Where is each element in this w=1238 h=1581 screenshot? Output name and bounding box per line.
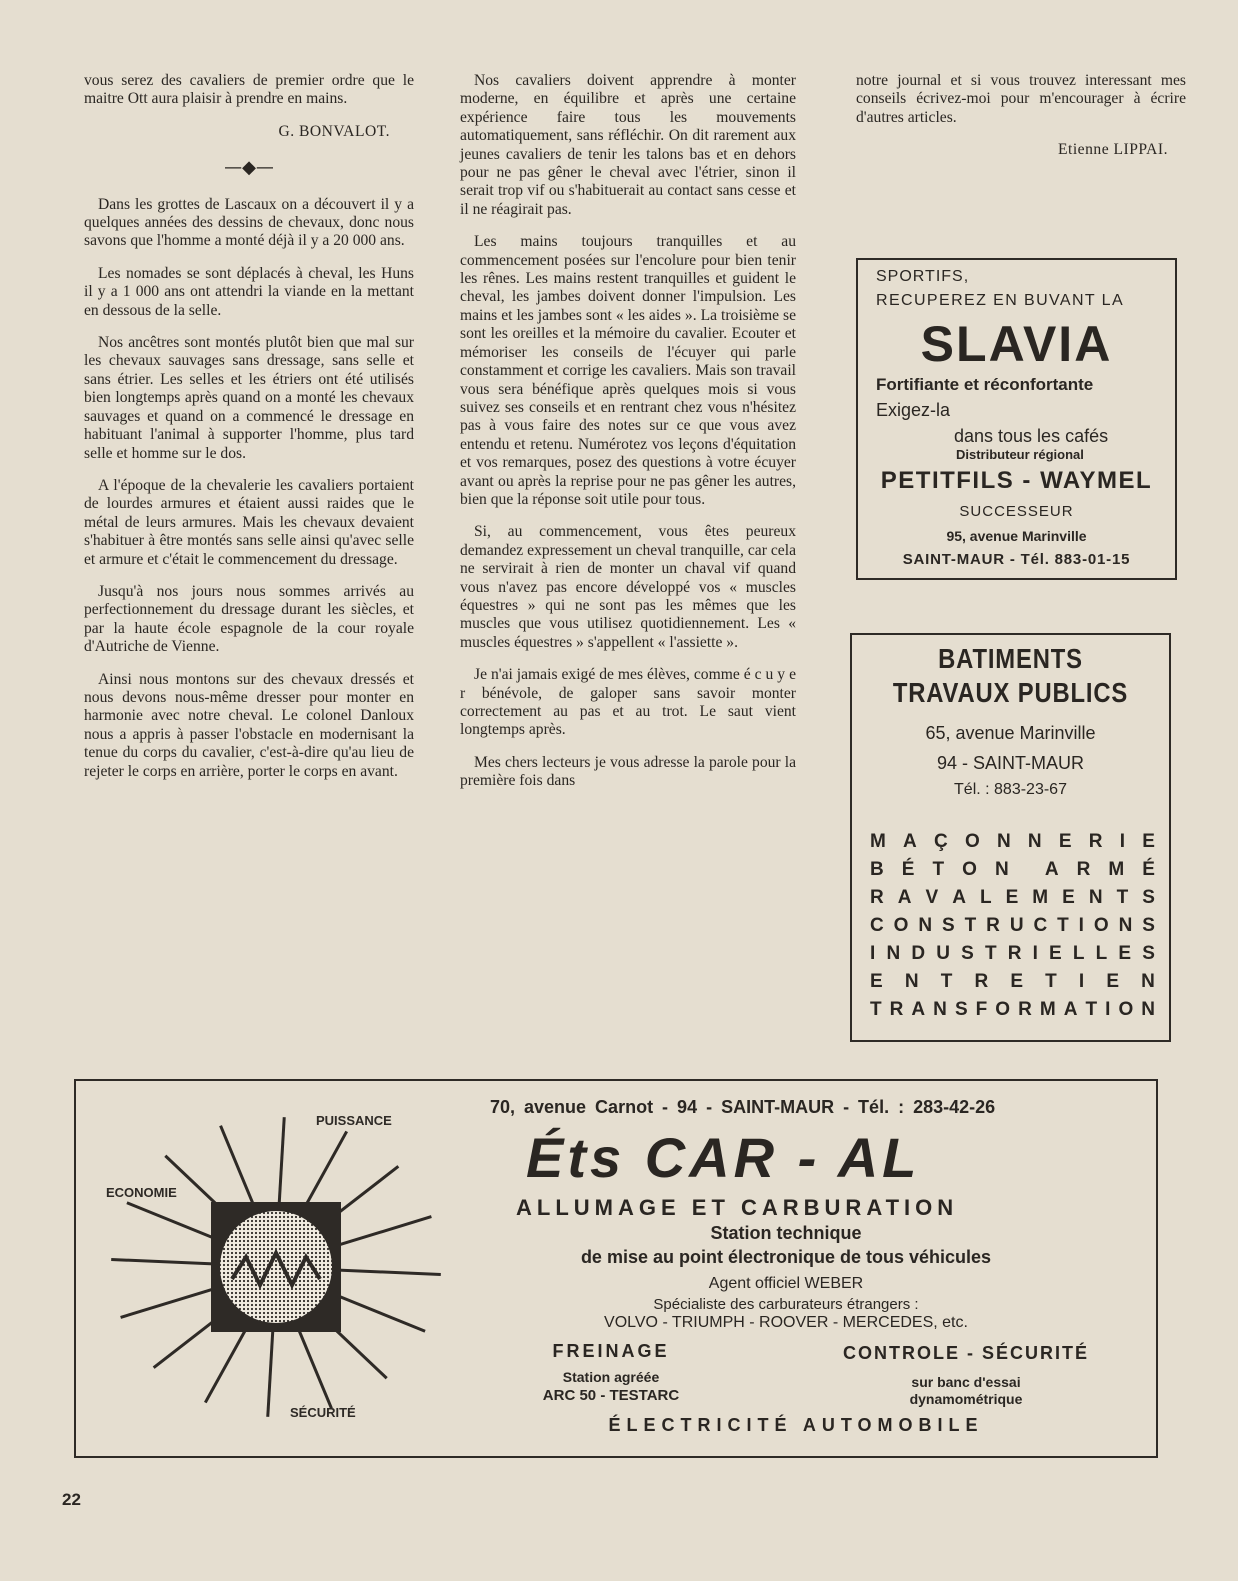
paragraph: Je n'ai jamais exigé de mes élèves, comme é c u y e r bénévole, de galoper sans savoir monter correctement au pas et au trot. Le saut vient longtemps après. [460,666,796,739]
ad-address: 65, avenue Marinville [925,723,1096,743]
ad-agent: Agent officiel WEBER [708,1275,864,1292]
sun-ray [205,1321,250,1402]
ad-line: SUCCESSEUR [959,503,1074,520]
sun-ray [302,1131,347,1212]
slavia-advertisement [856,258,1177,580]
paragraph: Nos cavaliers doivent apprendre à monter moderne, en équilibre et après une certaine expérience faire tous les mouvements automatiquement, sans réfléchir. On dit rarement aux jeunes cavaliers de tenir les talons bas et en dehors pour ne pas gêner le cheval avec l'étrier, sinon il serait trop vif ou s'habituerait au contact sans cesse et il ne réagirait pas. [460,72,796,218]
sunburst-logo [86,1087,486,1447]
ad-line: ARC 50 - TESTARC [542,1387,680,1404]
paragraph: vous serez des cavaliers de premier ordre que le maitre Ott aura plaisir à prendre en mains. [84,72,414,108]
ad-line: Station agréée [562,1369,660,1385]
caral-brand: Éts CAR - AL [526,1126,921,1189]
paragraph: Mes chers lecteurs je vous adresse la parole pour la première fois dans [460,753,796,790]
paragraph: Nos ancêtres sont montés plutôt bien que mal sur les chevaux sauvages sans dressage, sans selle et sans étrier. Les selles et les étriers ont été utilisés bien longtemps après quand on a monté les chevaux sauvages et quand on a commencé le dressage en habituant l'animal à supporter l'homme, plus tard selle et homme sur le dos. [84,334,414,462]
paragraph: Dans les grottes de Lascaux on a découvert il y a quelques années des dessins de chevaux, donc nous savons que l'homme a monté déjà il y a 20 000 ans. [84,195,414,250]
article-column-3 [856,72,1186,178]
ad-controle: CONTROLE - SÉCURITÉ [842,1343,1089,1363]
paragraph: Ainsi nous montons sur des chevaux dressés et nous devons nous-même dresser pour monter en harmonie avec notre cheval. Le colonel Danloux nous a appris à passer l'obstacle en modernisant la tenue du corps du cavalier, c'est-à-dire qu'au lieu de rejeter le corps en arrière, porter le corps en avant. [84,670,414,780]
service-item: R A V A L E M E N T S [870,887,1155,908]
logo-label-puissance: PUISSANCE [316,1113,392,1128]
service-item: I N D U S T R I E L L E S [870,943,1155,964]
ad-address: 70, avenue Carnot - 94 - SAINT-MAUR - Tél. : 283-42-26 [490,1097,996,1117]
page-number: 22 [62,1490,81,1509]
service-item: B É T O N A R M É [870,859,1155,880]
sun-ray [268,1327,273,1417]
ad-freinage: FREINAGE [552,1341,670,1361]
batiments-advertisement [850,633,1171,1042]
sun-ray [279,1117,284,1207]
ad-phone: Tél. : 883-23-67 [954,781,1067,798]
author-signature: Etienne LIPPAI. [1057,141,1168,159]
ad-brands: VOLVO - TRIUMPH - ROOVER - MERCEDES, etc. [604,1314,968,1331]
ad-company: PETITFILS - WAYMEL [880,467,1153,494]
ad-electricite: ÉLECTRICITÉ AUTOMOBILE [608,1415,984,1435]
sun-ray [330,1293,425,1332]
paragraph: Les nomades se sont déplacés à cheval, les Huns il y a 1 000 ans ont attendri la viande en la mettant en dessous de la selle. [84,264,414,319]
article-column-2 [460,72,796,805]
ad-line: 95, avenue Marinville [946,528,1087,544]
ad-line: RECUPEREZ EN BUVANT LA [876,292,1125,309]
ad-line: Fortifiante et réconfortante [876,375,1094,394]
service-item: M A Ç O N N E R I E [870,831,1155,852]
ad-line: Exigez-la [876,400,951,420]
paragraph: Les mains toujours tranquilles et au commencement posées sur l'encolure pour bien tenir les rênes. Les mains restent tranquilles et guident le cheval, les jambes doivent donner l'impulsion. Les mains et les jambes sont « les aides ». La troisième se sont les oreilles et la mémoire du cavalier. Ecouter et mémoriser les conseils de l'écuyer qui parle constamment et corrige les cavaliers. Mais son travail vous sera bénéfique après quelques mois si vous suivez ses conseils et en rentrant chez vous n'hésitez pas à vous faire des notes sur ce que vous avez entendu et retenu. Numérotez vos leçons d'équitation et vos remarques, posez des questions à votre écuyer avant ou après la reprise pour ne pas gêner les autres, bien que la réponse soit utile pour tous. [460,233,796,508]
ad-line: Distributeur régional [956,447,1084,462]
caral-advertisement [74,1079,1158,1458]
sun-ray [127,1203,222,1242]
ad-line: de mise au point électronique de tous véhicules [580,1247,992,1267]
paragraph: notre journal et si vous trouvez interessant mes conseils écrivez-moi pour m'encourager à écrire d'autres articles. [856,72,1186,126]
sun-ray [296,1324,331,1409]
service-item: C O N S T R U C T I O N S [870,915,1155,936]
author-signature: G. BONVALOT. [278,122,390,140]
ad-line: sur banc d'essai [911,1374,1021,1390]
ad-line: Spécialiste des carburateurs étrangers : [653,1296,919,1313]
ad-city: 94 - SAINT-MAUR [936,753,1085,773]
ad-tagline: ALLUMAGE ET CARBURATION [516,1195,959,1220]
ad-line: SPORTIFS, [876,268,970,285]
logo-label-securite: SÉCURITÉ [290,1405,356,1420]
ad-title: TRAVAUX PUBLICS [892,677,1129,708]
service-item: T R A N S F O R M A T I O N [870,999,1155,1020]
sun-ray [333,1217,432,1247]
sun-ray [121,1287,220,1317]
ad-title: BATIMENTS [938,643,1083,674]
paragraph: Si, au commencement, vous êtes peureux demandez expressement un cheval tranquille, car cela ne servirait à rien de monter un chaval vif quand vous n'avez pas encore développé vos « muscles équestres » qui ne sont pas les mêmes que les muscles que vous utilisez quotidiennement. Les « muscles équestres » s'appellent « l'assiette ». [460,523,796,651]
slavia-brand: SLAVIA [920,316,1113,372]
section-separator: —◆— [224,157,274,179]
logo-dial [220,1211,332,1323]
sun-ray [336,1270,441,1274]
ad-line: Station technique [710,1223,862,1243]
ad-line: SAINT-MAUR - Tél. 883-01-15 [902,551,1131,568]
service-item: E N T R E T I E N [870,971,1155,992]
ad-line: dynamométrique [909,1391,1023,1407]
sun-ray [111,1260,216,1264]
article-column-1 [84,72,414,795]
logo-label-economie: ECONOMIE [106,1185,177,1200]
ad-line: dans tous les cafés [954,426,1109,446]
paragraph: A l'époque de la chevalerie les cavaliers portaient de lourdes armures et étaient aussi raides que le métal de leurs armures. Mais les chevaux devaient s'habituer à être montés sans selle ainsi qu'avec selle et armure et c'était le commencement du dressage. [84,476,414,568]
sun-ray [221,1126,256,1211]
paragraph: Jusqu'à nos jours nous sommes arrivés au perfectionnement du dressage durant les siècles, et par la haute école espagnole de la cour royale d'Autriche de Vienne. [84,582,414,656]
